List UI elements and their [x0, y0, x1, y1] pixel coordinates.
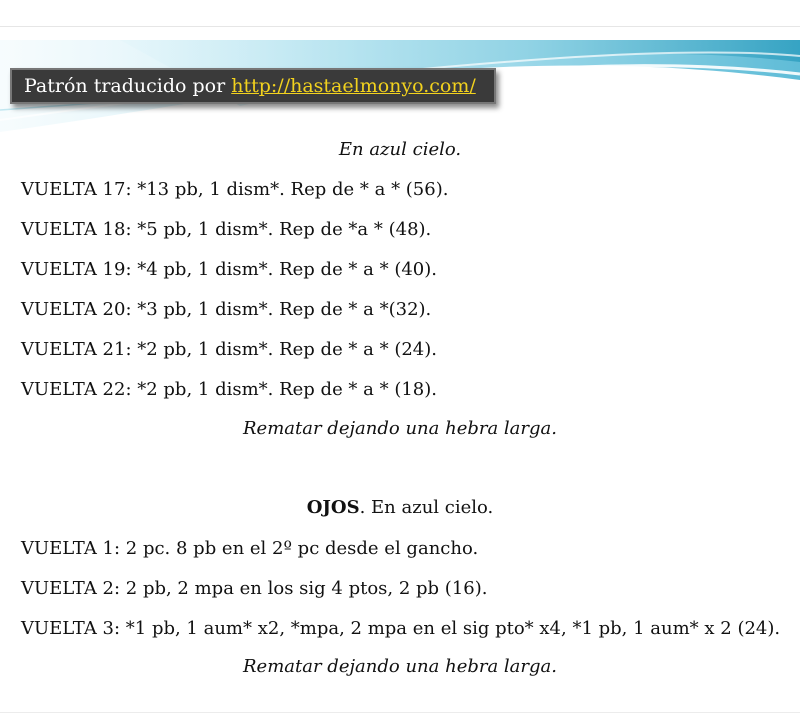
eyes-color-note: . En azul cielo.: [359, 497, 494, 518]
website-link[interactable]: http://hastaelmonyo.com/: [231, 75, 476, 97]
row-22: VUELTA 22: *2 pb, 1 dism*. Rep de * a * (18).: [21, 379, 438, 400]
section1-color-note: En azul cielo.: [338, 139, 462, 160]
top-divider: [0, 26, 800, 27]
row-19: VUELTA 19: *4 pb, 1 dism*. Rep de * a * (40).: [21, 259, 438, 280]
bottom-divider: [0, 712, 800, 713]
row-20: VUELTA 20: *3 pb, 1 dism*. Rep de * a *(32).: [21, 299, 432, 320]
eyes-row-1: VUELTA 1: 2 pc. 8 pb en el 2º pc desde el gancho.: [21, 538, 479, 559]
eyes-row-2: VUELTA 2: 2 pb, 2 mpa en los sig 4 ptos, 2 pb (16).: [21, 578, 488, 599]
eyes-title: OJOS: [306, 497, 360, 518]
eyes-row-3: VUELTA 3: *1 pb, 1 aum* x2, *mpa, 2 mpa en el sig pto* x4, *1 pb, 1 aum* x 2 (24).: [21, 618, 781, 639]
section1-finish-note: Rematar dejando una hebra larga.: [243, 418, 557, 439]
row-18: VUELTA 18: *5 pb, 1 dism*. Rep de *a * (48).: [21, 219, 432, 240]
row-21: VUELTA 21: *2 pb, 1 dism*. Rep de * a * (24).: [21, 339, 438, 360]
eyes-finish-note: Rematar dejando una hebra larga.: [243, 656, 557, 677]
row-17: VUELTA 17: *13 pb, 1 dism*. Rep de * a * (56).: [21, 179, 449, 200]
translation-credit-banner: [10, 68, 496, 104]
eyes-heading: [0, 497, 800, 518]
banner-text: Patrón traducido por: [24, 75, 232, 97]
